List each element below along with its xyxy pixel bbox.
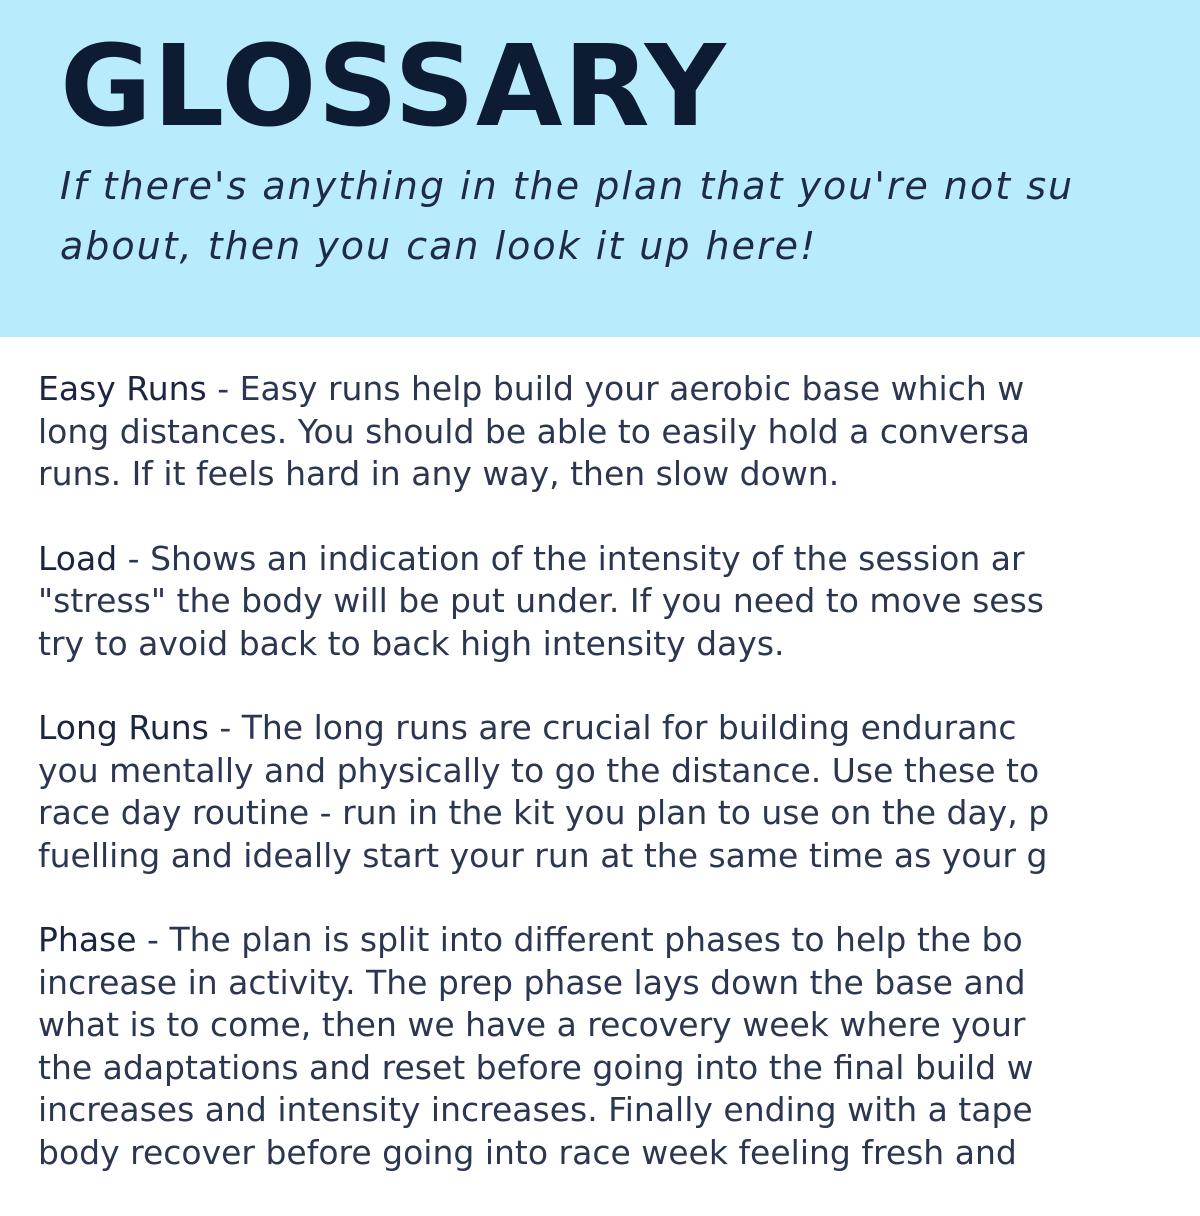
entry-first-line: Long Runs - The long runs are crucial for building enduranc bbox=[38, 708, 1017, 747]
entry-first-line: Load - Shows an indication of the intensity of the session ar bbox=[38, 538, 1025, 578]
entry-term: Long Runs bbox=[38, 708, 209, 747]
entry-text-line: what is to come, then we have a recovery week where your bbox=[38, 1005, 1026, 1044]
entry-text: The plan is split into different phases to help the bo bbox=[169, 920, 1023, 959]
glossary-entry-phase bbox=[38, 919, 1200, 1174]
entry-first-line: Easy Runs - Easy runs help build your aerobic base which w bbox=[38, 369, 1025, 408]
entry-text-line: race day routine - run in the kit you plan to use on the day, p bbox=[38, 793, 1050, 832]
entry-text-line: the adaptations and reset before going into the final build w bbox=[38, 1047, 1034, 1087]
entry-term: Easy Runs bbox=[38, 369, 207, 408]
entry-text-line: you mentally and physically to go the distance. Use these to bbox=[38, 750, 1040, 790]
glossary-entry-load bbox=[38, 538, 1200, 666]
entry-text: Easy runs help build your aerobic base which w bbox=[239, 369, 1025, 408]
page-title: GLOSSARY bbox=[60, 22, 727, 152]
entry-text-line: long distances. You should be able to easily hold a conversa bbox=[38, 411, 1030, 451]
glossary-entry-long-runs bbox=[38, 707, 1200, 877]
glossary-entry-easy-runs bbox=[38, 368, 1200, 496]
entry-text-line: try to avoid back to back high intensity days. bbox=[38, 623, 785, 663]
glossary-entries bbox=[38, 368, 1200, 1216]
entry-text-line: body recover before going into race week feeling fresh and bbox=[38, 1132, 1017, 1172]
subtitle-line: about, then you can look it up here! bbox=[60, 224, 818, 268]
entry-text-line: fuelling and ideally start your run at the same time as your g bbox=[38, 835, 1048, 875]
subtitle-line: If there's anything in the plan that you're not su bbox=[60, 164, 1075, 208]
entry-term: Phase bbox=[38, 920, 137, 959]
entry-first-line: Phase - The plan is split into different phases to help the bo bbox=[38, 920, 1023, 959]
entry-text: Shows an indication of the intensity of the session ar bbox=[150, 538, 1025, 578]
entry-text: The long runs are crucial for building enduranc bbox=[241, 708, 1017, 747]
glossary-header bbox=[0, 0, 1200, 337]
entry-term: Load bbox=[38, 538, 118, 578]
page-subtitle bbox=[60, 156, 1200, 276]
entry-text-line: "stress" the body will be put under. If you need to move sess bbox=[38, 581, 1044, 620]
entry-text-line: increase in activity. The prep phase lays down the base and bbox=[38, 962, 1026, 1002]
entry-text-line: runs. If it feels hard in any way, then slow down. bbox=[38, 454, 840, 493]
entry-text-line: increases and intensity increases. Finally ending with a tape bbox=[38, 1090, 1033, 1129]
